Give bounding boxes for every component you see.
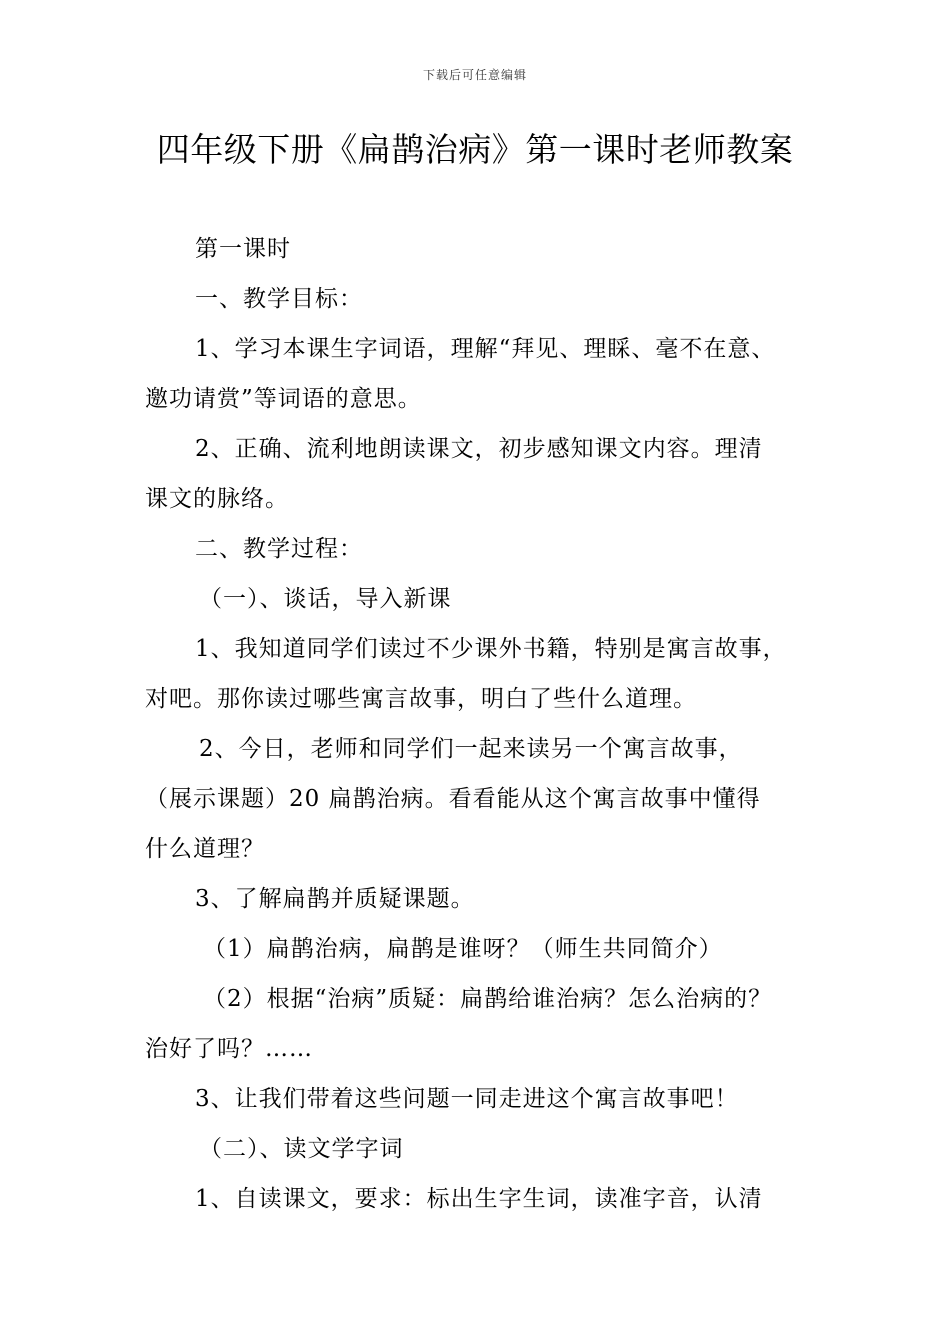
text-line: 1、自读课文，要求：标出生字生词，读准字音，认清 <box>195 1186 763 1212</box>
text-line: 1、我知道同学们读过不少课外书籍，特别是寓言故事， <box>195 636 787 662</box>
text-line: （展示课题）20 扁鹊治病。看看能从这个寓言故事中懂得 <box>145 786 761 812</box>
text-line: 邀功请赏”等词语的意思。 <box>145 386 422 412</box>
text-line: 什么道理？ <box>145 836 265 862</box>
text-line: （一）、谈话，导入新课 <box>199 586 452 612</box>
text-line: 一、教学目标： <box>195 286 363 312</box>
text-line: （2）根据“治病”质疑：扁鹊给谁治病？怎么治病的？ <box>203 986 773 1012</box>
header-note: 下载后可任意编辑 <box>422 68 527 82</box>
text-line: （二）、读文学字词 <box>199 1136 404 1162</box>
text-line: 课文的脉络。 <box>145 486 289 512</box>
text-line: 3、了解扁鹊并质疑课题。 <box>195 886 475 912</box>
text-line: 第一课时 <box>195 236 291 262</box>
text-line: 对吧。那你读过哪些寓言故事，明白了些什么道理。 <box>145 686 697 712</box>
text-line: 2、今日，老师和同学们一起来读另一个寓言故事， <box>199 736 743 762</box>
text-line: 治好了吗？…… <box>145 1036 313 1062</box>
document-title: 四年级下册《扁鹊治病》第一课时老师教案 <box>156 130 794 169</box>
text-line: 3、让我们带着这些问题一同走进这个寓言故事吧！ <box>195 1086 739 1112</box>
text-line: 1、学习本课生字词语，理解“拜见、理睬、毫不在意、 <box>195 336 776 362</box>
text-line: 2、正确、流利地朗读课文，初步感知课文内容。理清 <box>195 436 763 462</box>
text-line: 二、教学过程： <box>195 536 363 562</box>
text-line: （1）扁鹊治病，扁鹊是谁呀？（师生共同简介） <box>203 936 723 962</box>
